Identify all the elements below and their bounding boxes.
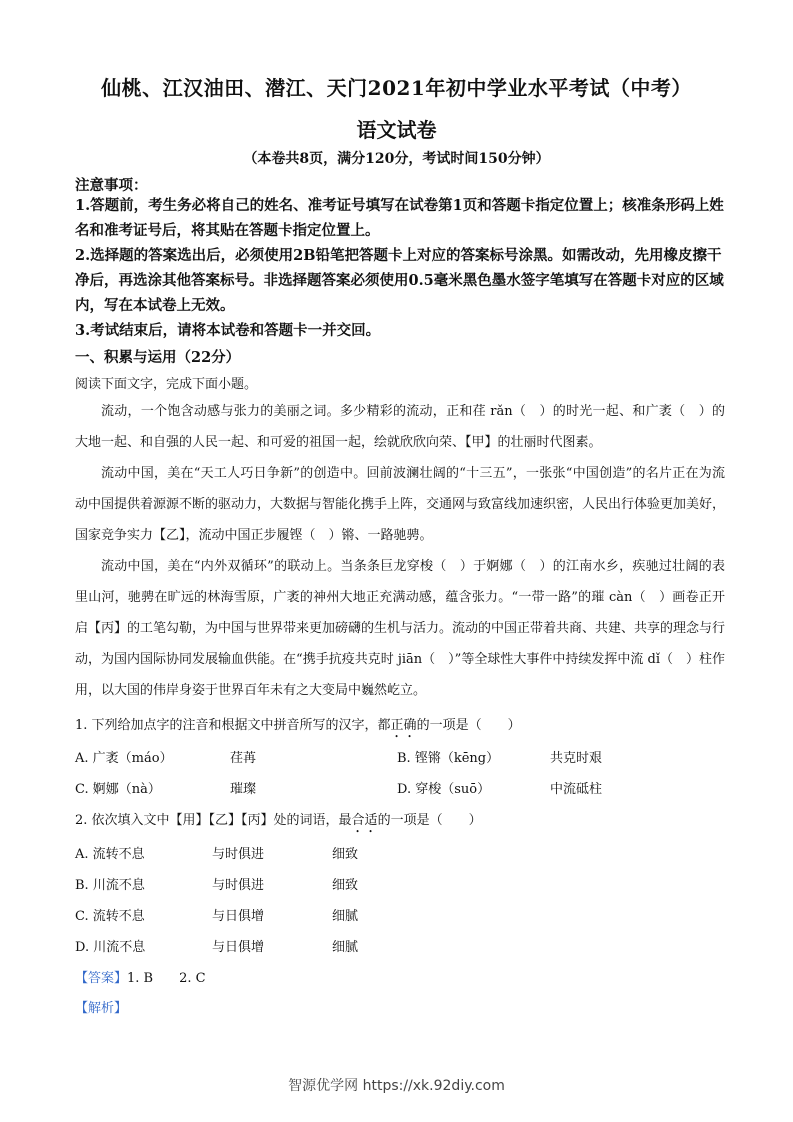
q2-option-a: A. 流转不息	[75, 847, 145, 862]
notes-heading: 注意事项：	[75, 177, 148, 194]
note-2: 2.选择题的答案选出后，必须使用2B铅笔把答题卡上对应的答案标号涂黑。如需改动，先用橡皮擦干净后，再选涂其他答案标号。非选择题答案必须使用0.5毫米黑色墨水签字笔填写在答题卡对应的区域内，写在本试卷上无效。	[75, 247, 724, 314]
q2-option-d-b: 与日俱增	[212, 940, 265, 955]
emphasis-word: 合适	[351, 813, 378, 828]
question-1-stem: 1. 下列给加点字的注音和根据文中拼音所写的汉字，都正确的一项是（ ）	[75, 718, 521, 733]
q2-option-a-c: 细致	[332, 847, 359, 862]
q2-option-c-c: 细腻	[332, 909, 359, 924]
q1-option-a-word: 荏苒	[230, 751, 257, 766]
q2-option-d: D. 川流不息	[75, 940, 146, 955]
passage-paragraph-3: 流动中国，美在“内外双循环”的联动上。当条条巨龙穿梭（ ）于婀娜（ ）的江南水乡，疾驰过壮阔的表里山河，驰骋在旷远的林海雪原，广袤的神州大地正充满动感，蕴含张力。“一带一路”的璀 càn（ ）画卷正开启【丙】的工笔勾勒，为中国与世界带来更加磅礴的生机与活力。流动的中国正带着共商、共建、共享的理念与行动，为国内国际协同发展输血供能。在“携手抗疫共克时 jiān（ ）”等全球性大事件中持续发挥中流 dǐ（ ）柱作用，以大国的伟岸身姿于世界百年未有之大变局中巍然屹立。	[75, 559, 726, 698]
exam-subtitle: 语文试卷	[356, 118, 437, 142]
q2-option-d-c: 细腻	[332, 940, 359, 955]
question-2-stem: 2. 依次填入文中【用】【乙】【丙】处的词语，最合适的一项是（ ）	[75, 813, 482, 828]
exam-info: （本卷共8页，满分120分，考试时间150分钟）	[243, 151, 550, 167]
q2-option-b-c: 细致	[332, 878, 359, 893]
q2-option-b: B. 川流不息	[75, 878, 145, 893]
analysis-tag: 【解析】	[75, 1001, 128, 1016]
answer-tag: 【答案】	[75, 971, 128, 986]
emphasis-word: 正确	[390, 718, 417, 733]
note-1: 1.答题前，考生务必将自己的姓名、准考证号填写在试卷第1页和答题卡指定位置上；核准条形码上姓名和准考证号后，将其贴在答题卡指定位置上。	[75, 197, 724, 239]
q1-option-d: D. 穿梭（suō）	[397, 782, 491, 797]
section-title: 一、积累与运用（22分）	[75, 349, 241, 366]
q1-option-b: B. 铿锵（kēng）	[397, 751, 500, 766]
q1-option-a: A. 广袤（máo）	[75, 751, 173, 766]
q1-option-c: C. 婀娜（nà）	[75, 782, 161, 797]
answer-text: 1. B 2. C	[127, 971, 206, 986]
q1-option-b-word: 共克时艰	[550, 751, 603, 766]
q2-option-a-b: 与时俱进	[212, 847, 265, 862]
q1-option-d-word: 中流砥柱	[550, 782, 603, 797]
q2-option-c: C. 流转不息	[75, 909, 145, 924]
passage-paragraph-2: 流动中国，美在“天工人巧日争新”的创造中。回前波澜壮阔的“十三五”，一张张“中国创造”的名片正在为流动中国提供着源源不断的驱动力，大数据与智能化携手上阵，交通网与致富线加速织密，人民出行体验更加美好，国家竞争实力【乙】，流动中国正步履铿（ ）锵、一路驰骋。	[75, 466, 726, 543]
q2-option-c-b: 与日俱增	[212, 909, 265, 924]
reading-instruction: 阅读下面文字，完成下面小题。	[75, 377, 258, 392]
footer-watermark: 智源优学网 https://xk.92diy.com	[288, 1078, 505, 1094]
q2-option-b-b: 与时俱进	[212, 878, 265, 893]
q1-option-c-word: 璀璨	[230, 782, 257, 797]
exam-title: 仙桃、江汉油田、潜江、天门2021年初中学业水平考试（中考）	[101, 76, 692, 100]
answer-line	[75, 967, 206, 986]
note-3: 3.考试结束后，请将本试卷和答题卡一并交回。	[75, 322, 381, 339]
passage-paragraph-1: 流动，一个饱含动感与张力的美丽之词。多少精彩的流动，正和荏 rǎn（ ）的时光一起、和广袤（ ）的大地一起、和自强的人民一起、和可爱的祖国一起，绘就欣欣向荣、【甲】的壮丽时代图素。	[75, 404, 725, 450]
